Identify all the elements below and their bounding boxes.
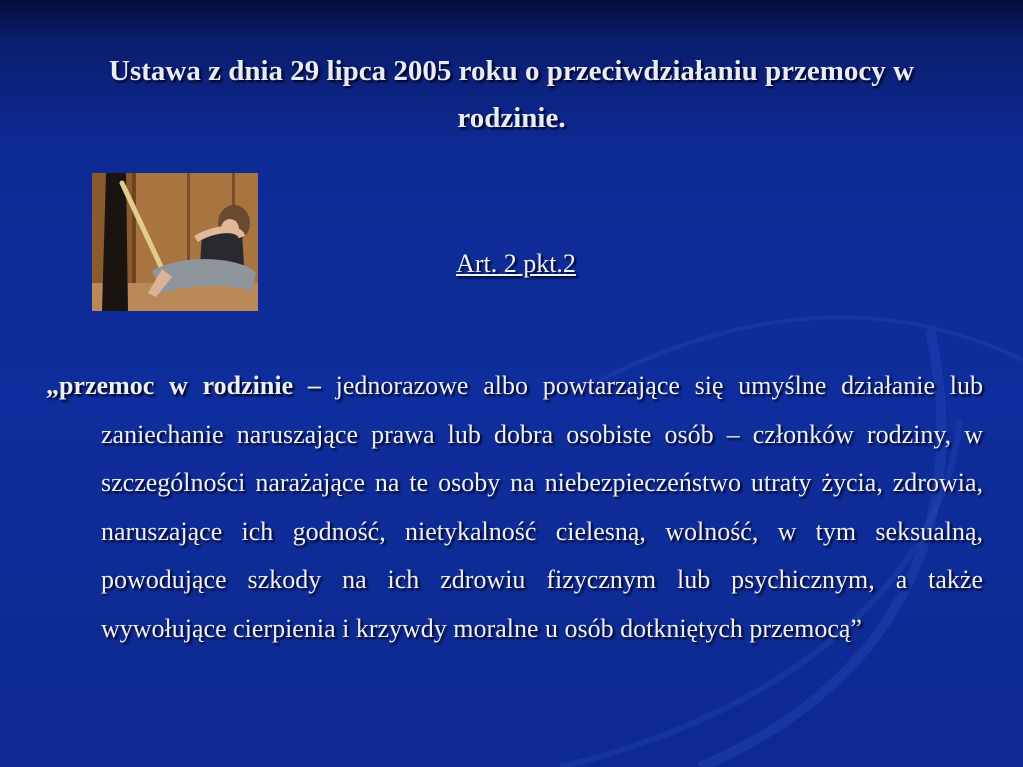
domestic-violence-photo [92, 173, 258, 311]
definition-paragraph [46, 362, 983, 654]
definition-text: jednorazowe albo powtarzające się umyślne działanie lub zaniechanie naruszające prawa lub dobra osobiste osób – członków rodziny, w szczególności narażające na te osoby na niebezpieczeństwo utraty życia, zdrowia, naruszające ich godność, nietykalność cielesną, wolność, w tym seksualną, powodujące szkody na ich zdrowiu fizycznym lub psychicznym, a także wywołujące cierpienia i krzywdy moralne u osób dotkniętych przemocą” [101, 371, 984, 643]
article-reference: Art. 2 pkt.2 [456, 249, 576, 278]
definition-term: „przemoc w rodzinie – [46, 371, 321, 400]
slide-title: Ustawa z dnia 29 lipca 2005 roku o przeciwdziałaniu przemocy w rodzinie. [109, 55, 914, 134]
